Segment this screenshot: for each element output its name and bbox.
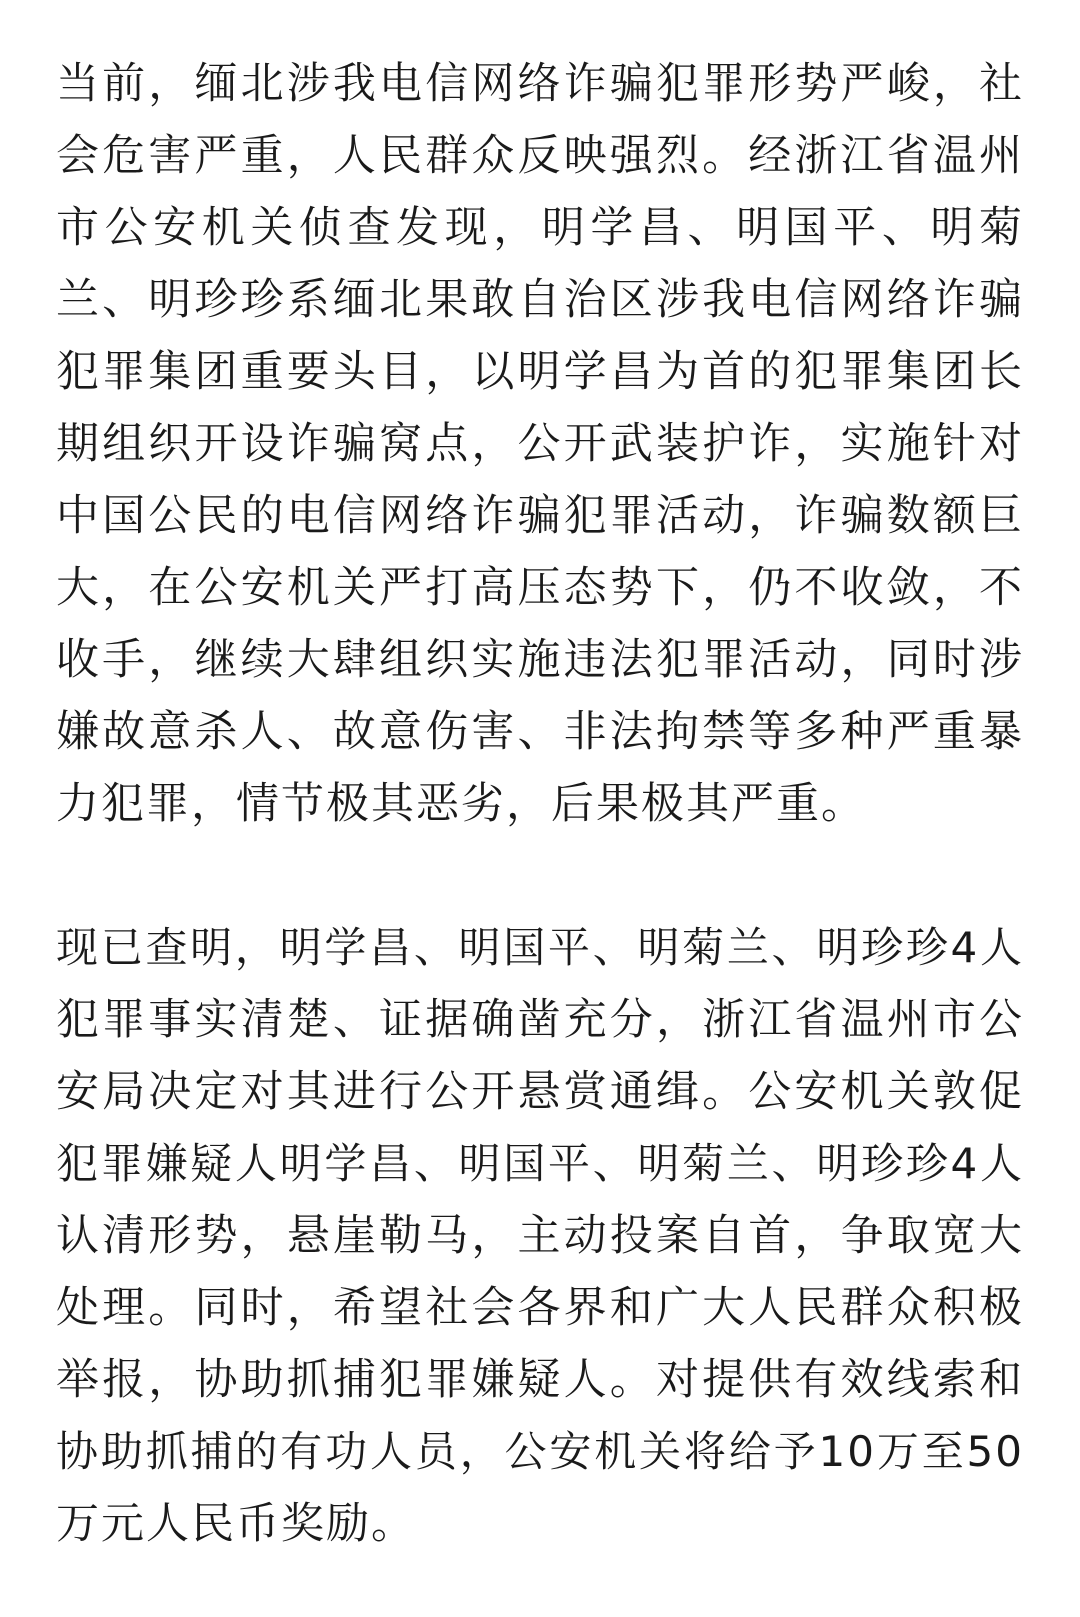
text-line: 现已查明，明学昌、明国平、明菊兰、明珍珍4人 [56, 923, 1024, 972]
text-line: 当前，缅北涉我电信网络诈骗犯罪形势严峻，社 [56, 59, 1024, 109]
text-line: 兰、明珍珍系缅北果敢自治区涉我电信网络诈骗 [56, 275, 1024, 325]
text-line: 嫌故意杀人、故意伤害、非法拘禁等多种严重暴 [56, 707, 1024, 757]
paragraph-wanted-notice [56, 912, 1024, 1560]
text-line: 犯罪嫌疑人明学昌、明国平、明菊兰、明珍珍4人 [56, 1139, 1024, 1188]
text-line: 举报，协助抓捕犯罪嫌疑人。对提供有效线索和 [56, 1355, 1024, 1405]
text-line: 犯罪集团重要头目，以明学昌为首的犯罪集团长 [56, 347, 1024, 397]
article-body [56, 48, 1024, 1560]
paragraph-spacer [56, 840, 1024, 912]
text-line: 力犯罪，情节极其恶劣，后果极其严重。 [56, 779, 866, 829]
text-line: 认清形势，悬崖勒马，主动投案自首，争取宽大 [56, 1211, 1024, 1261]
text-line: 中国公民的电信网络诈骗犯罪活动，诈骗数额巨 [56, 491, 1024, 541]
text-line: 大，在公安机关严打高压态势下，仍不收敛，不 [56, 563, 1024, 613]
text-line: 协助抓捕的有功人员，公安机关将给予10万至50 [56, 1427, 1024, 1476]
paragraph-situation [56, 48, 1024, 840]
text-line: 万元人民币奖励。 [56, 1499, 416, 1549]
text-line: 期组织开设诈骗窝点，公开武装护诈，实施针对 [56, 419, 1024, 469]
text-line: 安局决定对其进行公开悬赏通缉。公安机关敦促 [56, 1067, 1024, 1117]
text-line: 犯罪事实清楚、证据确凿充分，浙江省温州市公 [56, 995, 1024, 1045]
text-line: 会危害严重，人民群众反映强烈。经浙江省温州 [56, 131, 1024, 181]
text-line: 收手，继续大肆组织实施违法犯罪活动，同时涉 [56, 635, 1024, 685]
text-line: 市公安机关侦查发现，明学昌、明国平、明菊 [56, 203, 1024, 253]
text-line: 处理。同时，希望社会各界和广大人民群众积极 [56, 1283, 1024, 1333]
